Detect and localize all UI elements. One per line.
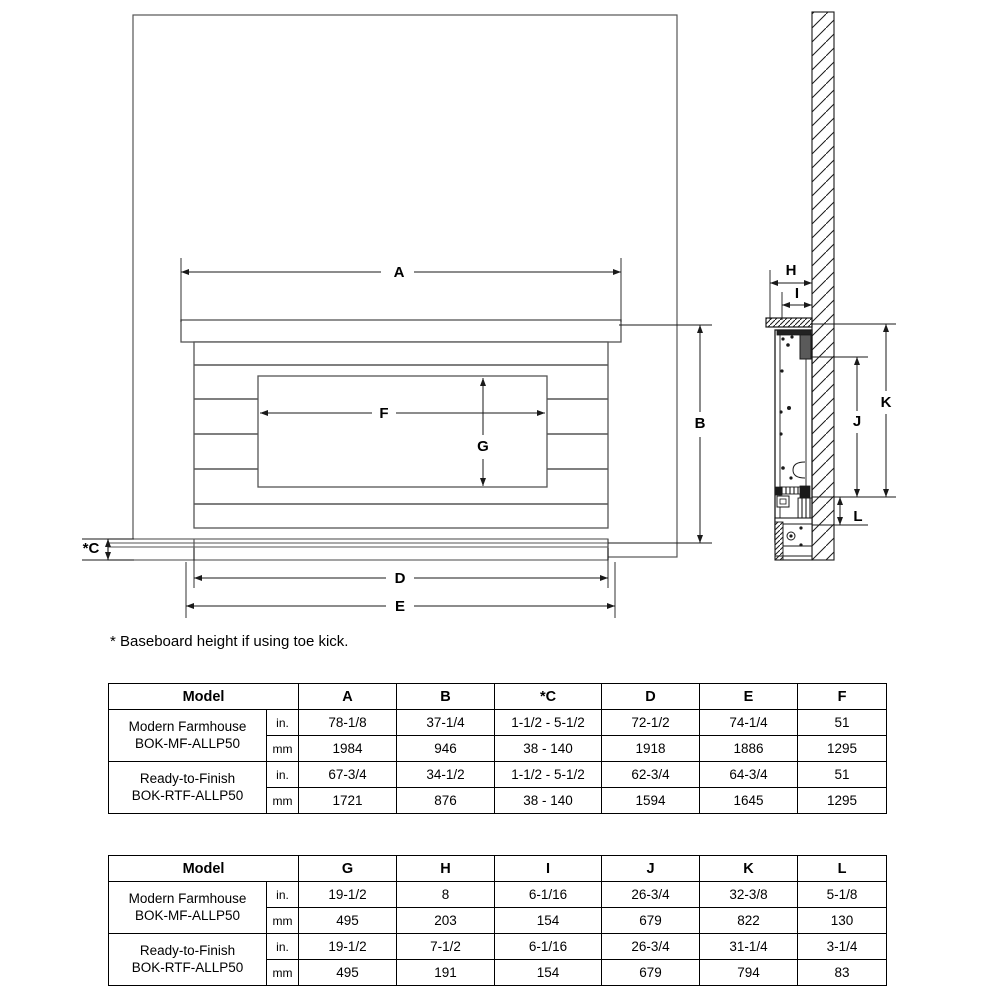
table1-mf-mm-c: 38 - 140	[495, 736, 602, 762]
model-name-line1: Ready-to-Finish	[139, 942, 236, 958]
dimension-I	[782, 285, 812, 320]
side-mantel-shelf	[766, 318, 812, 327]
table2-rtf-mm-j: 679	[602, 960, 700, 986]
table1-rtf-mm-a: 1721	[299, 788, 397, 814]
top-mounting-bracket	[800, 334, 811, 359]
table1-header-f: F	[798, 684, 887, 710]
table1-header-c: *C	[495, 684, 602, 710]
mantel-shelf	[181, 320, 621, 342]
front-view-group	[82, 15, 712, 618]
model-name-line1: Modern Farmhouse	[128, 890, 247, 906]
table-row	[109, 934, 887, 960]
firebox-opening	[258, 376, 547, 487]
table2-rtf-in-g: 19-1/2	[299, 934, 397, 960]
table1-unit-mm-rtf: mm	[267, 788, 299, 814]
base-bolt-inner	[789, 534, 792, 537]
table2-header-model: Model	[109, 856, 299, 882]
table1-rtf-in-e: 64-3/4	[700, 762, 798, 788]
table1-mf-mm-f: 1295	[798, 736, 887, 762]
table2-rtf-in-l: 3-1/4	[798, 934, 887, 960]
table2-unit-mm-mf: mm	[267, 908, 299, 934]
dim-label-K: K	[880, 393, 892, 411]
base-fastener-dot	[799, 526, 802, 529]
lower-bracket-dark	[800, 486, 810, 498]
fastener-dot	[779, 432, 782, 435]
table2-header-j: J	[602, 856, 700, 882]
table1-mf-in-c: 1-1/2 - 5-1/2	[495, 710, 602, 736]
model-name-line1: Ready-to-Finish	[139, 770, 236, 786]
table2-header-k: K	[700, 856, 798, 882]
table2-rtf-mm-l: 83	[798, 960, 887, 986]
table2-model-mf	[109, 882, 267, 934]
table1-mf-mm-d: 1918	[602, 736, 700, 762]
hearth-base	[108, 539, 608, 560]
table1-rtf-in-b: 34-1/2	[397, 762, 495, 788]
table1-header-model: Model	[109, 684, 299, 710]
model-code-line2: BOK-MF-ALLP50	[134, 735, 241, 751]
fastener-dot	[787, 406, 791, 410]
table2-mf-mm-i: 154	[495, 908, 602, 934]
table1-mf-mm-e: 1886	[700, 736, 798, 762]
table2-model-rtf	[109, 934, 267, 986]
dim-label-C: *C	[82, 539, 100, 557]
table2-mf-mm-g: 495	[299, 908, 397, 934]
table2-rtf-in-j: 26-3/4	[602, 934, 700, 960]
table2-header-l: L	[798, 856, 887, 882]
base-fastener-dot	[799, 543, 802, 546]
fastener-dot	[781, 466, 785, 470]
table1-rtf-mm-f: 1295	[798, 788, 887, 814]
dim-label-E: E	[394, 597, 406, 615]
table2-rtf-mm-i: 154	[495, 960, 602, 986]
fastener-dot	[780, 369, 783, 372]
table-row	[109, 762, 887, 788]
base-left-hatch	[775, 522, 783, 560]
dim-label-D: D	[394, 569, 406, 587]
table1-rtf-in-c: 1-1/2 - 5-1/2	[495, 762, 602, 788]
table1-rtf-in-d: 62-3/4	[602, 762, 700, 788]
table2-unit-mm-rtf: mm	[267, 960, 299, 986]
table2-header-i: I	[495, 856, 602, 882]
table2-mf-in-k: 32-3/8	[700, 882, 798, 908]
table1-rtf-mm-e: 1645	[700, 788, 798, 814]
table-header-row	[109, 684, 887, 710]
dim-label-B: B	[694, 414, 706, 432]
table2-rtf-in-k: 31-1/4	[700, 934, 798, 960]
dim-label-H: H	[785, 261, 797, 279]
table1-mf-in-b: 37-1/4	[397, 710, 495, 736]
fastener-dot	[786, 343, 790, 347]
table2-rtf-in-h: 7-1/2	[397, 934, 495, 960]
model-code-line2: BOK-RTF-ALLP50	[131, 959, 244, 975]
table2-rtf-mm-g: 495	[299, 960, 397, 986]
table2-rtf-in-i: 6-1/16	[495, 934, 602, 960]
table1-mf-mm-b: 946	[397, 736, 495, 762]
dim-label-A: A	[393, 263, 405, 281]
dim-label-G: G	[477, 437, 489, 455]
dimension-table-af	[108, 683, 887, 814]
table1-rtf-in-f: 51	[798, 762, 887, 788]
table2-mf-in-h: 8	[397, 882, 495, 908]
table1-rtf-mm-b: 876	[397, 788, 495, 814]
dim-label-F: F	[379, 404, 389, 422]
table2-mf-mm-h: 203	[397, 908, 495, 934]
model-name-line1: Modern Farmhouse	[128, 718, 247, 734]
table1-unit-in-mf: in.	[267, 710, 299, 736]
table2-unit-in-rtf: in.	[267, 934, 299, 960]
lower-bracket-left-dark	[775, 487, 782, 495]
model-code-line2: BOK-RTF-ALLP50	[131, 787, 244, 803]
wall-section	[812, 12, 834, 560]
dimension-H	[770, 262, 812, 320]
table-row	[109, 882, 887, 908]
table1-mf-in-d: 72-1/2	[602, 710, 700, 736]
table2-header-h: H	[397, 856, 495, 882]
table2-rtf-mm-k: 794	[700, 960, 798, 986]
lower-spacer-hatched	[781, 487, 801, 494]
table2-mf-mm-k: 822	[700, 908, 798, 934]
table2-unit-in-mf: in.	[267, 882, 299, 908]
table2-mf-in-i: 6-1/16	[495, 882, 602, 908]
table1-mf-in-e: 74-1/4	[700, 710, 798, 736]
table2-rtf-mm-h: 191	[397, 960, 495, 986]
footnote-text: * Baseboard height if using toe kick.	[110, 633, 349, 650]
table1-mf-in-f: 51	[798, 710, 887, 736]
table2-mf-in-j: 26-3/4	[602, 882, 700, 908]
fastener-dot	[779, 410, 782, 413]
fastener-dot	[789, 476, 792, 479]
table2-mf-mm-l: 130	[798, 908, 887, 934]
fastener-dot	[781, 337, 784, 340]
table2-mf-in-l: 5-1/8	[798, 882, 887, 908]
dim-label-L: L	[853, 507, 863, 525]
fastener-dot	[790, 335, 793, 338]
table1-model-mf	[109, 710, 267, 762]
table1-mf-in-a: 78-1/8	[299, 710, 397, 736]
lower-clip-inner	[780, 499, 786, 504]
table2-mf-mm-j: 679	[602, 908, 700, 934]
table1-rtf-mm-d: 1594	[602, 788, 700, 814]
table-header-row	[109, 856, 887, 882]
table1-rtf-in-a: 67-3/4	[299, 762, 397, 788]
table1-header-e: E	[700, 684, 798, 710]
dimension-table-gl	[108, 855, 887, 986]
table1-model-rtf	[109, 762, 267, 814]
top-bracket-cap	[777, 330, 811, 335]
table1-mf-mm-a: 1984	[299, 736, 397, 762]
table1-header-b: B	[397, 684, 495, 710]
table2-header-g: G	[299, 856, 397, 882]
table1-rtf-mm-c: 38 - 140	[495, 788, 602, 814]
table-row	[109, 710, 887, 736]
dim-label-J: J	[852, 412, 862, 430]
table2-mf-in-g: 19-1/2	[299, 882, 397, 908]
table1-header-d: D	[602, 684, 700, 710]
dim-label-I: I	[794, 284, 800, 302]
model-code-line2: BOK-MF-ALLP50	[134, 907, 241, 923]
table1-header-a: A	[299, 684, 397, 710]
table1-unit-mm-mf: mm	[267, 736, 299, 762]
side-view-group	[766, 12, 896, 560]
table1-unit-in-rtf: in.	[267, 762, 299, 788]
